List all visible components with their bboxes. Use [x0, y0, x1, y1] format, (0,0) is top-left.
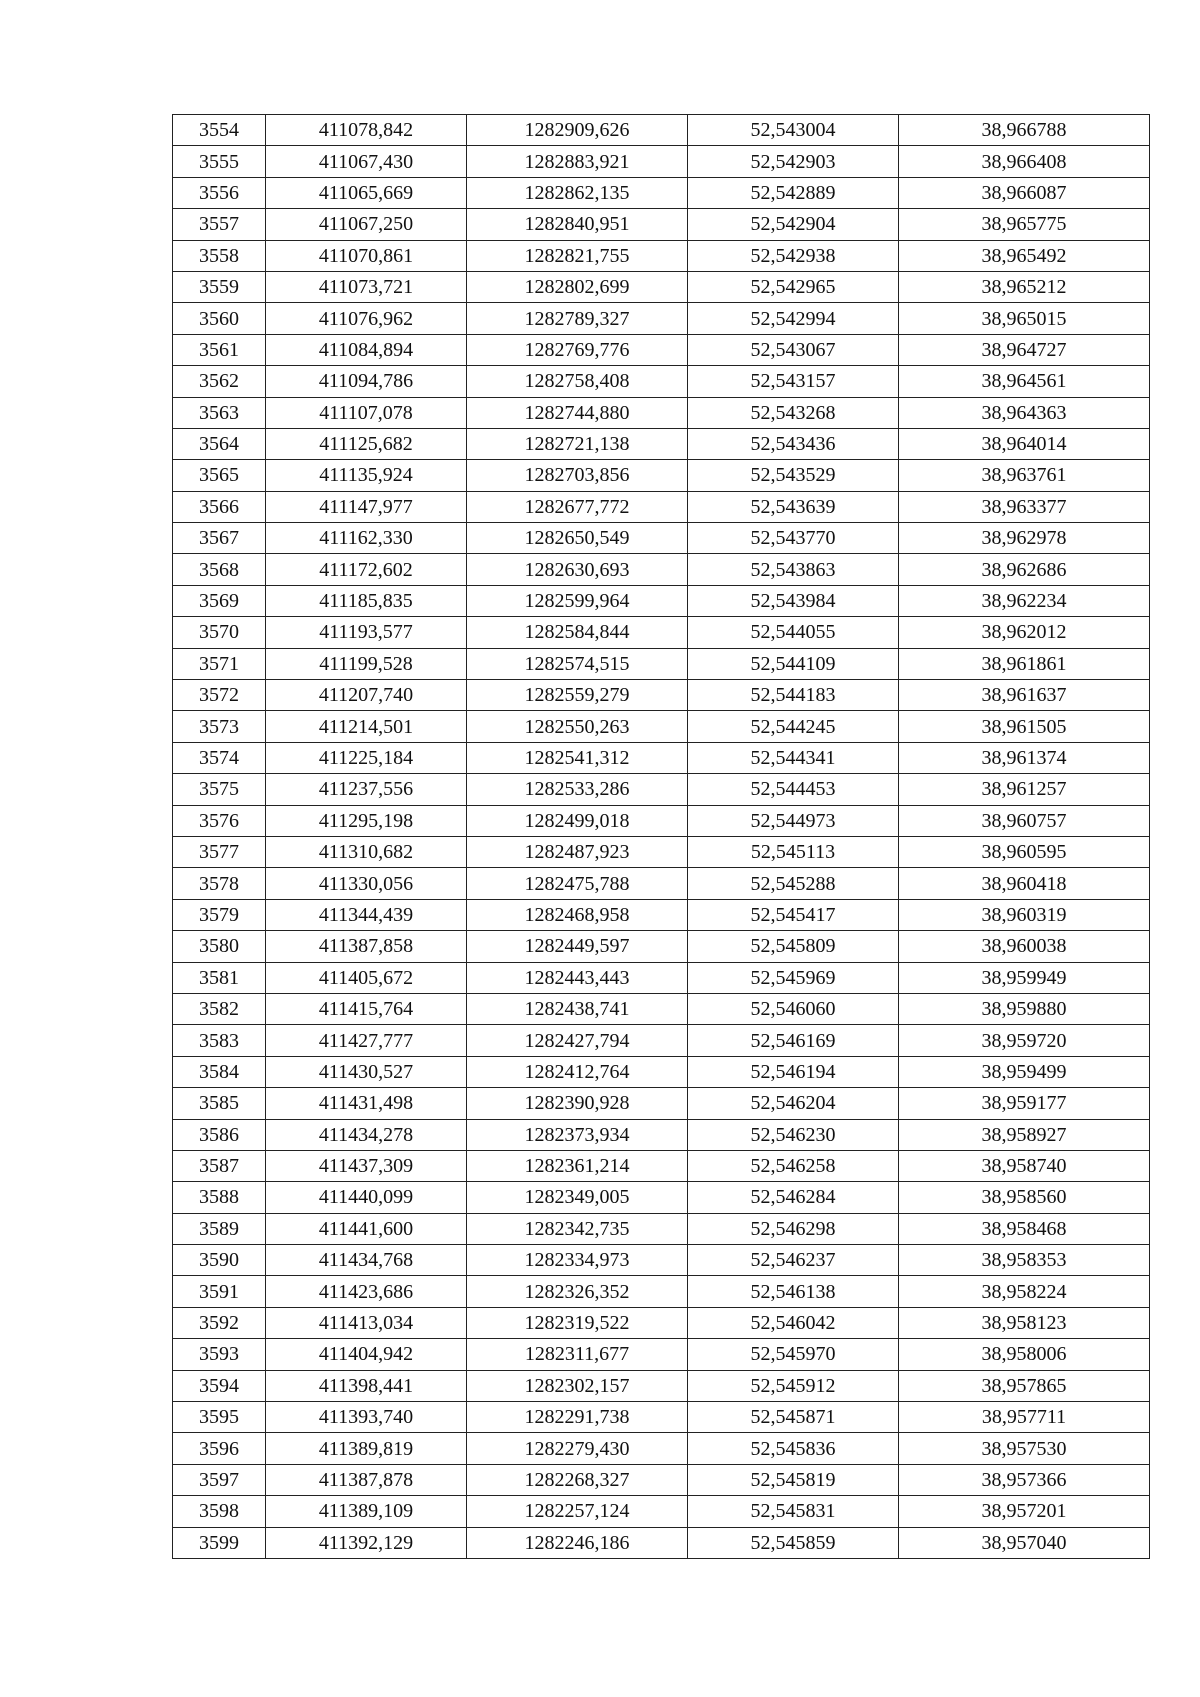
longitude-cell: 38,958468 [899, 1213, 1150, 1244]
x-coordinate-cell: 411310,682 [266, 836, 467, 867]
longitude-cell: 38,966788 [899, 115, 1150, 146]
longitude-cell: 38,962012 [899, 617, 1150, 648]
latitude-cell: 52,543004 [688, 115, 899, 146]
latitude-cell: 52,546194 [688, 1056, 899, 1087]
latitude-cell: 52,543770 [688, 523, 899, 554]
x-coordinate-cell: 411193,577 [266, 617, 467, 648]
longitude-cell: 38,958927 [899, 1119, 1150, 1150]
longitude-cell: 38,964727 [899, 334, 1150, 365]
point-number-cell: 3563 [173, 397, 266, 428]
x-coordinate-cell: 411073,721 [266, 271, 467, 302]
latitude-cell: 52,545859 [688, 1527, 899, 1558]
table-row [173, 1245, 1150, 1276]
x-coordinate-cell: 411387,858 [266, 931, 467, 962]
latitude-cell: 52,545831 [688, 1496, 899, 1527]
y-coordinate-cell: 1282373,934 [467, 1119, 688, 1150]
longitude-cell: 38,958560 [899, 1182, 1150, 1213]
longitude-cell: 38,965015 [899, 303, 1150, 334]
y-coordinate-cell: 1282334,973 [467, 1245, 688, 1276]
latitude-cell: 52,546060 [688, 993, 899, 1024]
point-number-cell: 3592 [173, 1307, 266, 1338]
table-row [173, 1088, 1150, 1119]
latitude-cell: 52,542994 [688, 303, 899, 334]
point-number-cell: 3573 [173, 711, 266, 742]
point-number-cell: 3588 [173, 1182, 266, 1213]
table-row [173, 774, 1150, 805]
point-number-cell: 3554 [173, 115, 266, 146]
x-coordinate-cell: 411237,556 [266, 774, 467, 805]
point-number-cell: 3584 [173, 1056, 266, 1087]
longitude-cell: 38,959177 [899, 1088, 1150, 1119]
x-coordinate-cell: 411078,842 [266, 115, 467, 146]
latitude-cell: 52,543639 [688, 491, 899, 522]
longitude-cell: 38,957865 [899, 1370, 1150, 1401]
point-number-cell: 3590 [173, 1245, 266, 1276]
latitude-cell: 52,545417 [688, 899, 899, 930]
y-coordinate-cell: 1282559,279 [467, 680, 688, 711]
y-coordinate-cell: 1282821,755 [467, 240, 688, 271]
longitude-cell: 38,960595 [899, 836, 1150, 867]
x-coordinate-cell: 411065,669 [266, 177, 467, 208]
point-number-cell: 3581 [173, 962, 266, 993]
table-row [173, 1025, 1150, 1056]
longitude-cell: 38,966408 [899, 146, 1150, 177]
point-number-cell: 3582 [173, 993, 266, 1024]
x-coordinate-cell: 411295,198 [266, 805, 467, 836]
latitude-cell: 52,544109 [688, 648, 899, 679]
x-coordinate-cell: 411344,439 [266, 899, 467, 930]
y-coordinate-cell: 1282650,549 [467, 523, 688, 554]
latitude-cell: 52,546169 [688, 1025, 899, 1056]
longitude-cell: 38,957201 [899, 1496, 1150, 1527]
x-coordinate-cell: 411389,819 [266, 1433, 467, 1464]
latitude-cell: 52,545871 [688, 1402, 899, 1433]
point-number-cell: 3568 [173, 554, 266, 585]
longitude-cell: 38,966087 [899, 177, 1150, 208]
table-row [173, 177, 1150, 208]
point-number-cell: 3599 [173, 1527, 266, 1558]
y-coordinate-cell: 1282361,214 [467, 1150, 688, 1181]
longitude-cell: 38,960038 [899, 931, 1150, 962]
table-row [173, 993, 1150, 1024]
y-coordinate-cell: 1282246,186 [467, 1527, 688, 1558]
longitude-cell: 38,957040 [899, 1527, 1150, 1558]
longitude-cell: 38,960418 [899, 868, 1150, 899]
longitude-cell: 38,961861 [899, 648, 1150, 679]
y-coordinate-cell: 1282703,856 [467, 460, 688, 491]
table-row [173, 397, 1150, 428]
y-coordinate-cell: 1282909,626 [467, 115, 688, 146]
table-row [173, 1182, 1150, 1213]
longitude-cell: 38,964014 [899, 428, 1150, 459]
latitude-cell: 52,546237 [688, 1245, 899, 1276]
y-coordinate-cell: 1282550,263 [467, 711, 688, 742]
x-coordinate-cell: 411076,962 [266, 303, 467, 334]
table-row [173, 491, 1150, 522]
latitude-cell: 52,545836 [688, 1433, 899, 1464]
latitude-cell: 52,544245 [688, 711, 899, 742]
latitude-cell: 52,545912 [688, 1370, 899, 1401]
x-coordinate-cell: 411440,099 [266, 1182, 467, 1213]
point-number-cell: 3561 [173, 334, 266, 365]
point-number-cell: 3565 [173, 460, 266, 491]
point-number-cell: 3559 [173, 271, 266, 302]
table-row [173, 648, 1150, 679]
table-row [173, 334, 1150, 365]
point-number-cell: 3575 [173, 774, 266, 805]
x-coordinate-cell: 411084,894 [266, 334, 467, 365]
point-number-cell: 3580 [173, 931, 266, 962]
point-number-cell: 3594 [173, 1370, 266, 1401]
latitude-cell: 52,544183 [688, 680, 899, 711]
latitude-cell: 52,546284 [688, 1182, 899, 1213]
latitude-cell: 52,545969 [688, 962, 899, 993]
latitude-cell: 52,546298 [688, 1213, 899, 1244]
latitude-cell: 52,542965 [688, 271, 899, 302]
y-coordinate-cell: 1282279,430 [467, 1433, 688, 1464]
table-row [173, 742, 1150, 773]
point-number-cell: 3595 [173, 1402, 266, 1433]
x-coordinate-cell: 411330,056 [266, 868, 467, 899]
x-coordinate-cell: 411225,184 [266, 742, 467, 773]
point-number-cell: 3556 [173, 177, 266, 208]
table-row [173, 209, 1150, 240]
y-coordinate-cell: 1282584,844 [467, 617, 688, 648]
point-number-cell: 3585 [173, 1088, 266, 1119]
table-row [173, 428, 1150, 459]
longitude-cell: 38,959880 [899, 993, 1150, 1024]
longitude-cell: 38,961374 [899, 742, 1150, 773]
y-coordinate-cell: 1282677,772 [467, 491, 688, 522]
table-row [173, 1056, 1150, 1087]
point-number-cell: 3591 [173, 1276, 266, 1307]
latitude-cell: 52,543984 [688, 585, 899, 616]
y-coordinate-cell: 1282468,958 [467, 899, 688, 930]
y-coordinate-cell: 1282541,312 [467, 742, 688, 773]
table-row [173, 1433, 1150, 1464]
latitude-cell: 52,543529 [688, 460, 899, 491]
point-number-cell: 3583 [173, 1025, 266, 1056]
x-coordinate-cell: 411172,602 [266, 554, 467, 585]
longitude-cell: 38,959949 [899, 962, 1150, 993]
table-row [173, 1464, 1150, 1495]
latitude-cell: 52,543436 [688, 428, 899, 459]
table-row [173, 836, 1150, 867]
table-row [173, 1150, 1150, 1181]
table-row [173, 962, 1150, 993]
y-coordinate-cell: 1282390,928 [467, 1088, 688, 1119]
table-row [173, 366, 1150, 397]
x-coordinate-cell: 411094,786 [266, 366, 467, 397]
point-number-cell: 3567 [173, 523, 266, 554]
point-number-cell: 3564 [173, 428, 266, 459]
y-coordinate-cell: 1282291,738 [467, 1402, 688, 1433]
y-coordinate-cell: 1282599,964 [467, 585, 688, 616]
longitude-cell: 38,962978 [899, 523, 1150, 554]
x-coordinate-cell: 411431,498 [266, 1088, 467, 1119]
point-number-cell: 3586 [173, 1119, 266, 1150]
point-number-cell: 3596 [173, 1433, 266, 1464]
latitude-cell: 52,545113 [688, 836, 899, 867]
x-coordinate-cell: 411441,600 [266, 1213, 467, 1244]
x-coordinate-cell: 411135,924 [266, 460, 467, 491]
point-number-cell: 3574 [173, 742, 266, 773]
x-coordinate-cell: 411147,977 [266, 491, 467, 522]
longitude-cell: 38,958006 [899, 1339, 1150, 1370]
table-row [173, 617, 1150, 648]
longitude-cell: 38,960319 [899, 899, 1150, 930]
latitude-cell: 52,545970 [688, 1339, 899, 1370]
table-row [173, 711, 1150, 742]
latitude-cell: 52,545819 [688, 1464, 899, 1495]
y-coordinate-cell: 1282883,921 [467, 146, 688, 177]
point-number-cell: 3572 [173, 680, 266, 711]
x-coordinate-cell: 411434,768 [266, 1245, 467, 1276]
table-row [173, 303, 1150, 334]
latitude-cell: 52,546138 [688, 1276, 899, 1307]
x-coordinate-cell: 411107,078 [266, 397, 467, 428]
point-number-cell: 3562 [173, 366, 266, 397]
coordinates-table-body [173, 115, 1150, 1559]
x-coordinate-cell: 411199,528 [266, 648, 467, 679]
table-row [173, 460, 1150, 491]
table-row [173, 271, 1150, 302]
x-coordinate-cell: 411405,672 [266, 962, 467, 993]
y-coordinate-cell: 1282438,741 [467, 993, 688, 1024]
y-coordinate-cell: 1282574,515 [467, 648, 688, 679]
longitude-cell: 38,958224 [899, 1276, 1150, 1307]
x-coordinate-cell: 411125,682 [266, 428, 467, 459]
y-coordinate-cell: 1282802,699 [467, 271, 688, 302]
longitude-cell: 38,965212 [899, 271, 1150, 302]
longitude-cell: 38,957711 [899, 1402, 1150, 1433]
longitude-cell: 38,959499 [899, 1056, 1150, 1087]
longitude-cell: 38,963761 [899, 460, 1150, 491]
table-row [173, 585, 1150, 616]
latitude-cell: 52,544973 [688, 805, 899, 836]
y-coordinate-cell: 1282475,788 [467, 868, 688, 899]
y-coordinate-cell: 1282443,443 [467, 962, 688, 993]
table-row [173, 146, 1150, 177]
x-coordinate-cell: 411185,835 [266, 585, 467, 616]
x-coordinate-cell: 411070,861 [266, 240, 467, 271]
point-number-cell: 3570 [173, 617, 266, 648]
point-number-cell: 3557 [173, 209, 266, 240]
x-coordinate-cell: 411389,109 [266, 1496, 467, 1527]
longitude-cell: 38,964363 [899, 397, 1150, 428]
x-coordinate-cell: 411162,330 [266, 523, 467, 554]
x-coordinate-cell: 411398,441 [266, 1370, 467, 1401]
latitude-cell: 52,544453 [688, 774, 899, 805]
longitude-cell: 38,958740 [899, 1150, 1150, 1181]
longitude-cell: 38,965775 [899, 209, 1150, 240]
y-coordinate-cell: 1282487,923 [467, 836, 688, 867]
point-number-cell: 3578 [173, 868, 266, 899]
latitude-cell: 52,543863 [688, 554, 899, 585]
y-coordinate-cell: 1282302,157 [467, 1370, 688, 1401]
point-number-cell: 3571 [173, 648, 266, 679]
table-row [173, 1213, 1150, 1244]
longitude-cell: 38,957530 [899, 1433, 1150, 1464]
latitude-cell: 52,546204 [688, 1088, 899, 1119]
y-coordinate-cell: 1282311,677 [467, 1339, 688, 1370]
point-number-cell: 3589 [173, 1213, 266, 1244]
point-number-cell: 3558 [173, 240, 266, 271]
x-coordinate-cell: 411393,740 [266, 1402, 467, 1433]
latitude-cell: 52,546042 [688, 1307, 899, 1338]
latitude-cell: 52,545288 [688, 868, 899, 899]
longitude-cell: 38,958353 [899, 1245, 1150, 1276]
longitude-cell: 38,960757 [899, 805, 1150, 836]
point-number-cell: 3560 [173, 303, 266, 334]
point-number-cell: 3569 [173, 585, 266, 616]
table-row [173, 240, 1150, 271]
latitude-cell: 52,542903 [688, 146, 899, 177]
x-coordinate-cell: 411423,686 [266, 1276, 467, 1307]
x-coordinate-cell: 411413,034 [266, 1307, 467, 1338]
latitude-cell: 52,544341 [688, 742, 899, 773]
table-row [173, 1496, 1150, 1527]
y-coordinate-cell: 1282427,794 [467, 1025, 688, 1056]
point-number-cell: 3587 [173, 1150, 266, 1181]
latitude-cell: 52,543067 [688, 334, 899, 365]
x-coordinate-cell: 411430,527 [266, 1056, 467, 1087]
y-coordinate-cell: 1282862,135 [467, 177, 688, 208]
y-coordinate-cell: 1282840,951 [467, 209, 688, 240]
y-coordinate-cell: 1282319,522 [467, 1307, 688, 1338]
x-coordinate-cell: 411067,430 [266, 146, 467, 177]
longitude-cell: 38,961505 [899, 711, 1150, 742]
latitude-cell: 52,542904 [688, 209, 899, 240]
table-row [173, 899, 1150, 930]
x-coordinate-cell: 411392,129 [266, 1527, 467, 1558]
x-coordinate-cell: 411214,501 [266, 711, 467, 742]
table-row [173, 554, 1150, 585]
y-coordinate-cell: 1282326,352 [467, 1276, 688, 1307]
y-coordinate-cell: 1282349,005 [467, 1182, 688, 1213]
longitude-cell: 38,962234 [899, 585, 1150, 616]
x-coordinate-cell: 411387,878 [266, 1464, 467, 1495]
point-number-cell: 3579 [173, 899, 266, 930]
y-coordinate-cell: 1282412,764 [467, 1056, 688, 1087]
y-coordinate-cell: 1282758,408 [467, 366, 688, 397]
y-coordinate-cell: 1282789,327 [467, 303, 688, 334]
longitude-cell: 38,961637 [899, 680, 1150, 711]
point-number-cell: 3597 [173, 1464, 266, 1495]
y-coordinate-cell: 1282449,597 [467, 931, 688, 962]
latitude-cell: 52,542938 [688, 240, 899, 271]
x-coordinate-cell: 411067,250 [266, 209, 467, 240]
y-coordinate-cell: 1282721,138 [467, 428, 688, 459]
table-row [173, 680, 1150, 711]
table-row [173, 1527, 1150, 1558]
point-number-cell: 3593 [173, 1339, 266, 1370]
table-row [173, 1119, 1150, 1150]
table-row [173, 1402, 1150, 1433]
x-coordinate-cell: 411437,309 [266, 1150, 467, 1181]
x-coordinate-cell: 411404,942 [266, 1339, 467, 1370]
longitude-cell: 38,963377 [899, 491, 1150, 522]
y-coordinate-cell: 1282499,018 [467, 805, 688, 836]
x-coordinate-cell: 411427,777 [266, 1025, 467, 1056]
table-row [173, 805, 1150, 836]
point-number-cell: 3576 [173, 805, 266, 836]
table-row [173, 868, 1150, 899]
x-coordinate-cell: 411434,278 [266, 1119, 467, 1150]
latitude-cell: 52,546258 [688, 1150, 899, 1181]
table-row [173, 931, 1150, 962]
table-row [173, 1370, 1150, 1401]
longitude-cell: 38,957366 [899, 1464, 1150, 1495]
longitude-cell: 38,965492 [899, 240, 1150, 271]
x-coordinate-cell: 411207,740 [266, 680, 467, 711]
longitude-cell: 38,961257 [899, 774, 1150, 805]
longitude-cell: 38,958123 [899, 1307, 1150, 1338]
point-number-cell: 3555 [173, 146, 266, 177]
y-coordinate-cell: 1282342,735 [467, 1213, 688, 1244]
table-row [173, 1276, 1150, 1307]
table-row [173, 1339, 1150, 1370]
y-coordinate-cell: 1282630,693 [467, 554, 688, 585]
coordinates-table [172, 114, 1150, 1559]
latitude-cell: 52,545809 [688, 931, 899, 962]
y-coordinate-cell: 1282744,880 [467, 397, 688, 428]
point-number-cell: 3566 [173, 491, 266, 522]
latitude-cell: 52,543268 [688, 397, 899, 428]
latitude-cell: 52,543157 [688, 366, 899, 397]
point-number-cell: 3598 [173, 1496, 266, 1527]
latitude-cell: 52,546230 [688, 1119, 899, 1150]
latitude-cell: 52,544055 [688, 617, 899, 648]
table-row [173, 115, 1150, 146]
latitude-cell: 52,542889 [688, 177, 899, 208]
longitude-cell: 38,964561 [899, 366, 1150, 397]
point-number-cell: 3577 [173, 836, 266, 867]
x-coordinate-cell: 411415,764 [266, 993, 467, 1024]
table-row [173, 523, 1150, 554]
y-coordinate-cell: 1282769,776 [467, 334, 688, 365]
longitude-cell: 38,959720 [899, 1025, 1150, 1056]
longitude-cell: 38,962686 [899, 554, 1150, 585]
table-row [173, 1307, 1150, 1338]
y-coordinate-cell: 1282257,124 [467, 1496, 688, 1527]
y-coordinate-cell: 1282268,327 [467, 1464, 688, 1495]
y-coordinate-cell: 1282533,286 [467, 774, 688, 805]
